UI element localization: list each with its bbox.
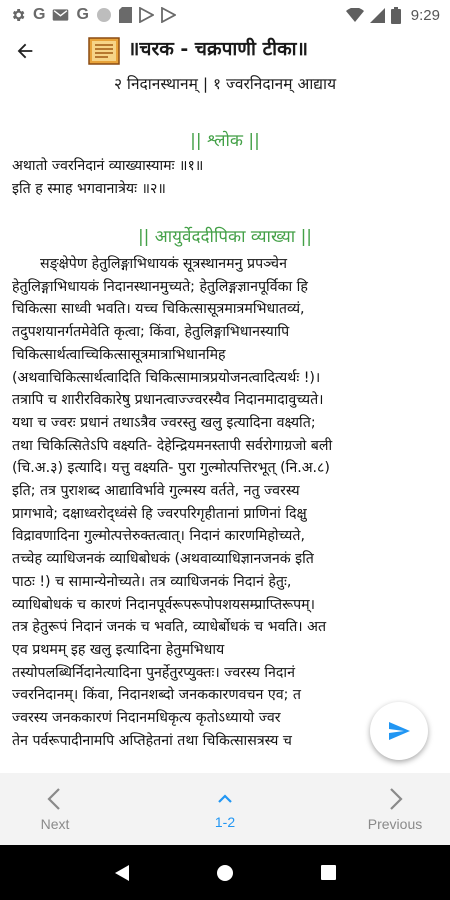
status-time: 9:29: [410, 6, 440, 24]
commentary-line: तस्योपलब्धिर्निदानेत्यादिना पुनर्हेतुरप्युक्तः। ज्वरस्य निदानं: [12, 664, 295, 681]
shloka-heading: || श्लोक ||: [190, 131, 260, 151]
notification-icons: [10, 6, 176, 24]
commentary-line: यथा च ज्वरः प्रधानं तथाऽत्रैव ज्वरस्तु खलु इत्यादिना वक्ष्यति;: [12, 414, 316, 431]
commentary-line: ज्वरनिदानम्। किंवा, निदानशब्दो जनककारणवचन एव; त: [12, 687, 302, 704]
commentary-line: चिकित्सार्थत्वाच्चिकित्सासूत्रमात्राभिधानमिह: [12, 346, 226, 363]
previous-button[interactable]: [340, 786, 450, 832]
chapter-subtitle: २ निदानस्थानम् | १ ज्वरनिदानम् आद्याय: [113, 75, 337, 93]
wifi-icon: [346, 6, 364, 24]
system-navigation-bar: [0, 845, 450, 900]
commentary-line: विद्रावणादिना गुल्मोत्पत्तेरुक्तत्वात्। निदानं कारणमिहोच्यते,: [12, 528, 305, 545]
status-bar: [0, 0, 450, 30]
chevron-left-icon: [44, 786, 66, 812]
system-home-button[interactable]: [205, 853, 245, 893]
triangle-back-icon: [114, 864, 130, 882]
play-store-icon: [161, 6, 176, 24]
previous-label: Previous: [367, 816, 423, 832]
commentary-line: सङ्क्षेपेण हेतुलिङ्गाभिधायकं सूत्रस्थानमनु प्रपञ्चेन: [40, 256, 287, 272]
gmail-icon: [52, 6, 69, 24]
commentary-line: तत्रापि च शारीरविकारेषु प्रधानत्वाज्ज्वरस्यैव निदानमादावुच्यते।: [12, 392, 324, 409]
commentary-line: हेतुलिङ्गाभिधायकं निदानस्थानमुच्यते; हेतुलिङ्गज्ञानपूर्विका हि: [12, 278, 308, 295]
share-fab-button[interactable]: [370, 702, 428, 760]
commentary-line: तच्चेह व्याधिजनकं व्याधिबोधकं (अथवाव्याधिज्ञानजनकं इति: [12, 551, 314, 568]
commentary-line: (अथवाचिकित्सार्थत्वादिति चिकित्सामात्रप्रयोजनत्वादित्यर्थः !)।: [12, 369, 321, 386]
chevron-right-icon: [384, 786, 406, 812]
arrow-back-icon: [14, 40, 36, 62]
page-title: ॥चरक - चक्रपाणी टीका॥: [128, 38, 308, 60]
shloka-line: अथातो ज्वरनिदानं व्याख्यास्यामः ॥१॥: [12, 158, 204, 174]
shloka-block: [12, 155, 438, 201]
sd-card-icon: [119, 6, 132, 24]
battery-icon: [391, 6, 401, 24]
signal-icon: [370, 6, 385, 24]
commentary-line: पाठः !) च सामान्येनोच्यते। तत्र व्याधिजनकं निदानं हेतुः,: [12, 573, 292, 590]
circle-home-icon: [216, 864, 234, 882]
system-status-icons: [346, 6, 440, 24]
next-label: Next: [40, 816, 70, 832]
commentary-line: (चि.अ.३) इत्यादि। यत्तु वक्ष्यति- पुरा गुल्मोत्पत्तिरभूत् (नि.अ.८): [12, 460, 330, 477]
chevron-up-icon: [214, 788, 236, 810]
back-button[interactable]: [0, 30, 50, 72]
commentary-line: व्याधिबोधकं च कारणं निदानपूर्वरूपरूपोपशयसम्प्राप्तिरूपम्।: [12, 596, 316, 613]
settings-icon: [10, 6, 26, 24]
page-indicator-label: 1-2: [214, 814, 236, 830]
google-icon: G: [33, 6, 46, 23]
commentary-line: तेन पर्वरूपादीनामपि अप्तिहेतनां तथा चिकित्सासत्रस्य च: [12, 732, 292, 749]
commentary-line: चिकित्सा साध्वी भवति। यच्च चिकित्सासूत्रमात्रमभिधातव्यं,: [12, 301, 305, 318]
google-icon: G: [76, 6, 89, 23]
commentary-block: [12, 253, 438, 752]
next-button[interactable]: [0, 786, 110, 832]
shloka-line: इति ह स्माह भगवानात्रेयः ॥२॥: [12, 181, 166, 197]
text-content[interactable]: [12, 124, 438, 769]
commentary-line: इति; तत्र पुराशब्द आद्याविर्भावे गुल्मस्य वर्तते, नतु ज्वरस्य: [12, 483, 300, 500]
system-back-button[interactable]: [102, 853, 142, 893]
bottom-navigation: [0, 773, 450, 845]
system-recents-button[interactable]: [308, 853, 348, 893]
commentary-line: प्रागभावे; दक्षाध्वरोद्ध्वंसे हि ज्वरपरिगृहीतानां प्राणिनां दिक्षु: [12, 505, 307, 522]
send-icon: [387, 719, 411, 743]
commentary-line: तत्र हेतुरूपं निदानं जनकं च भवति, व्याधेर्बोधकं च भवति। अत: [12, 619, 327, 636]
page-indicator-button[interactable]: [170, 788, 280, 830]
circle-icon: [96, 6, 112, 24]
commentary-line: तदुपशयानर्गतमेवेति कृत्वा; किंवा, हेतुलिङ्गाभिधानस्यापि: [12, 324, 290, 341]
app-logo-icon: [88, 36, 120, 66]
commentary-line: तथा चिकित्सितेऽपि वक्ष्यति- देहेन्द्रियमनस्तापी सर्वरोगाग्रजो बली: [12, 437, 333, 454]
square-recents-icon: [321, 865, 336, 880]
commentary-heading: || आयुर्वेददीपिका व्याख्या ||: [137, 227, 313, 247]
play-store-icon: [139, 6, 154, 24]
commentary-line: एव प्रथमम् इह खलु इत्यादिना हेतुमभिधाय: [12, 641, 225, 658]
commentary-line: ज्वरस्य जनककारणं निदानमधिकृत्य कृतोऽध्यायो ज्वर: [12, 710, 281, 727]
